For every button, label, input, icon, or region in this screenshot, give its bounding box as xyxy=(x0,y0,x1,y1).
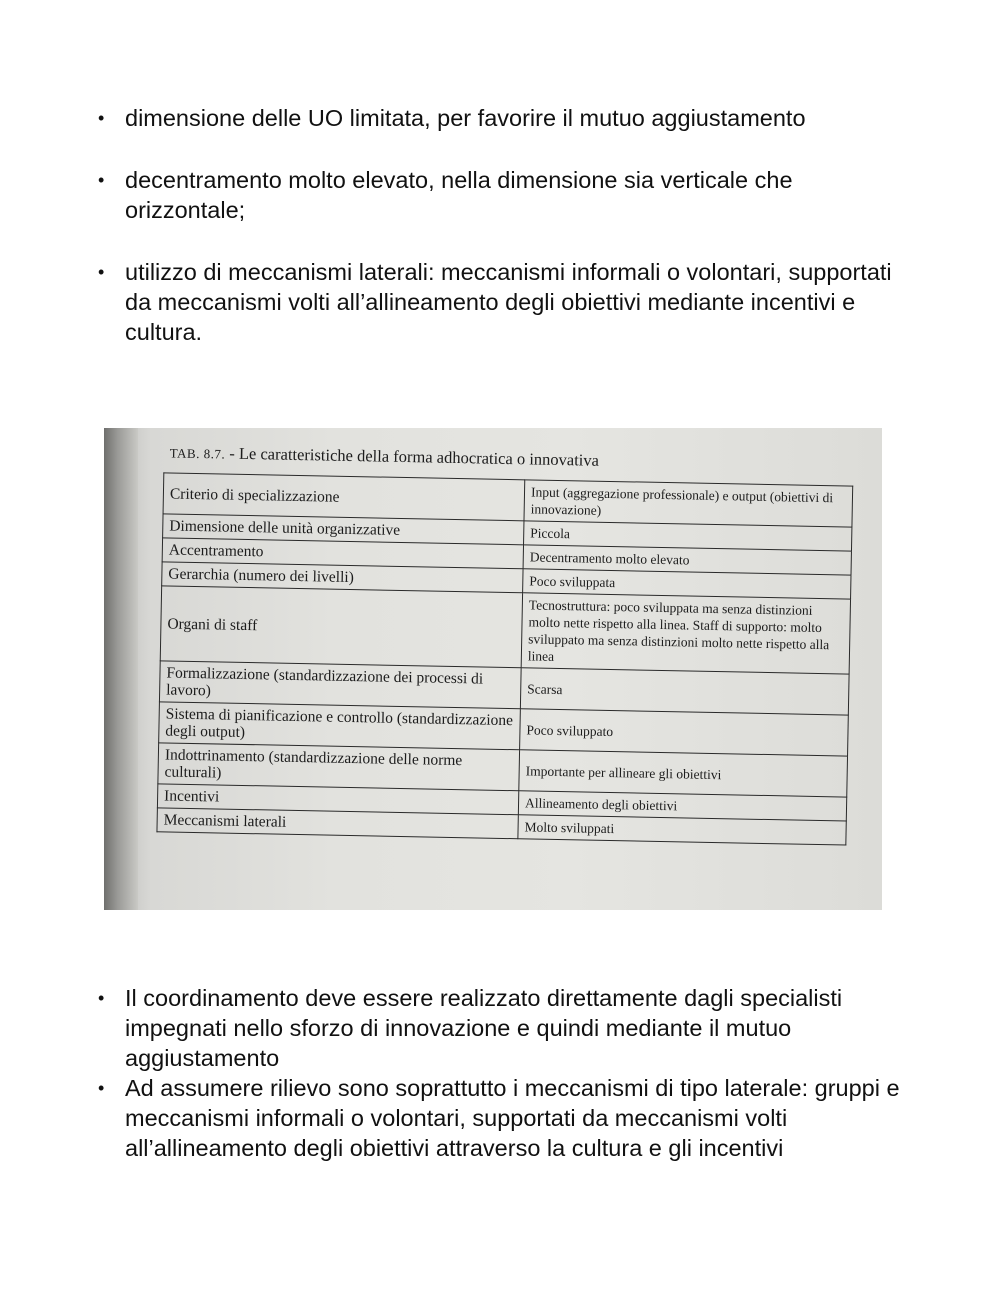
value-cell: Molto sviluppati xyxy=(518,815,846,845)
bullet-text: dimensione delle UO limitata, per favorire il mutuo aggiustamento xyxy=(125,105,806,131)
value-cell: Poco sviluppata xyxy=(523,569,851,599)
value-cell: Input (aggregazione professionale) e output (obiettivi di innovazione) xyxy=(524,480,853,527)
criterion-cell: Gerarchia (numero dei livelli) xyxy=(162,562,523,593)
bullet-text: utilizzo di meccanismi laterali: meccanismi informali o volontari, supportati da meccanismi volti all’allineamento degli obiettivi mediante incentivi e cultura. xyxy=(125,259,892,345)
bullet-marker: • xyxy=(98,1078,105,1098)
criterion-cell: Meccanismi laterali xyxy=(157,808,518,839)
bullet-marker: • xyxy=(98,262,105,282)
bullet-item xyxy=(96,165,916,225)
bullet-marker: • xyxy=(98,108,105,128)
table-number: TAB. 8.7. xyxy=(169,445,226,462)
table-title-text: - Le caratteristiche della forma adhocratica o innovativa xyxy=(225,443,600,470)
criterion-cell: Indottrinamento (standardizzazione delle norme culturali) xyxy=(158,743,520,791)
bullet-text: decentramento molto elevato, nella dimensione sia verticale che orizzontale; xyxy=(125,167,793,223)
bullet-text: Ad assumere rilievo sono soprattutto i meccanismi di tipo laterale: gruppi e meccanismi informali o volontari, supportati da meccanismi volti all’allineamento degli obiettivi attraverso la cultura e gli incentivi xyxy=(125,1075,900,1161)
criterion-cell: Formalizzazione (standardizzazione dei processi di lavoro) xyxy=(159,661,521,709)
bullet-list-bottom xyxy=(96,983,916,1163)
value-cell: Scarsa xyxy=(520,668,849,715)
value-cell: Tecnostruttura: poco sviluppata ma senza distinzioni molto nette rispetto alla linea. Staff di supporto: molto sviluppato ma senza distinzioni molto nette rispetto alla linea xyxy=(521,593,850,674)
criterion-cell: Dimensione delle unità organizzative xyxy=(163,514,524,545)
bullet-item xyxy=(96,983,916,1073)
value-cell: Decentramento molto elevato xyxy=(523,545,851,575)
table-row xyxy=(160,586,850,674)
bullet-item xyxy=(96,1073,916,1163)
table-photo xyxy=(104,428,882,910)
book-table-page xyxy=(135,438,882,910)
bullet-text: Il coordinamento deve essere realizzato direttamente dagli specialisti impegnati nello sforzo di innovazione e quindi mediante il mutuo aggiustamento xyxy=(125,985,843,1071)
bullet-marker: • xyxy=(98,170,105,190)
table-title xyxy=(170,442,600,470)
criterion-cell: Incentivi xyxy=(157,784,518,815)
criterion-cell: Organi di staff xyxy=(160,586,522,668)
criterion-cell: Accentramento xyxy=(162,538,523,569)
characteristics-table xyxy=(156,472,853,845)
value-cell: Piccola xyxy=(524,521,852,551)
bullet-item xyxy=(96,257,916,347)
bullet-item xyxy=(96,103,916,133)
criterion-cell: Sistema di pianificazione e controllo (standardizzazione degli output) xyxy=(159,702,521,750)
bullet-marker: • xyxy=(98,988,105,1008)
bullet-list-top xyxy=(96,103,916,379)
value-cell: Poco sviluppato xyxy=(520,709,849,756)
book-spine-shadow xyxy=(104,428,138,910)
criterion-cell: Criterio di specializzazione xyxy=(163,473,525,521)
value-cell: Allineamento degli obiettivi xyxy=(518,791,846,821)
value-cell: Importante per allineare gli obiettivi xyxy=(519,750,848,797)
